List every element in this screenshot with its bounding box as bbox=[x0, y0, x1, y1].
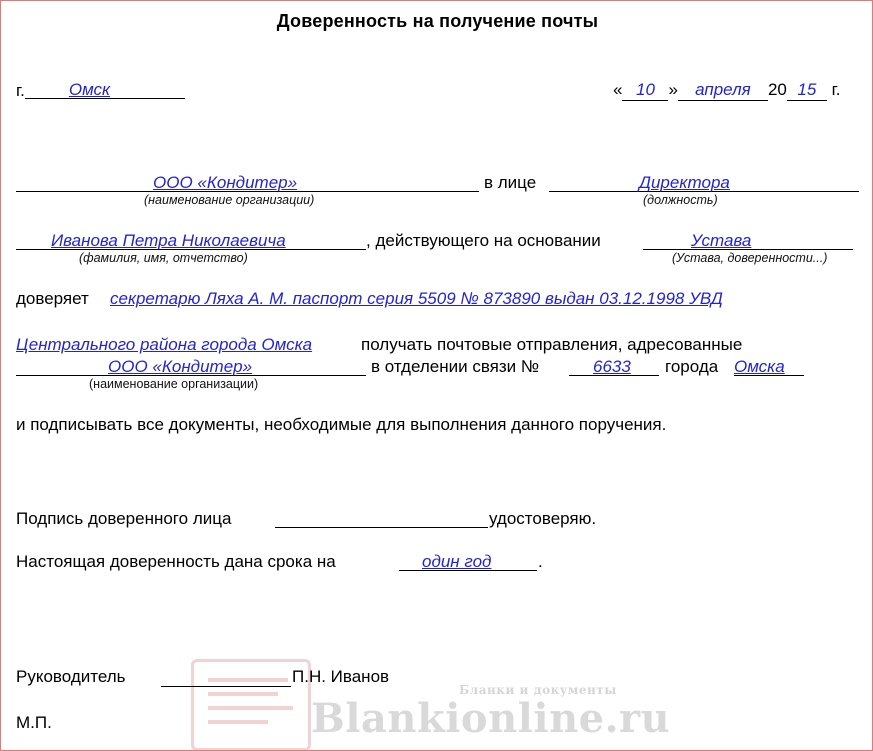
certify-label: удостоверяю. bbox=[489, 509, 597, 528]
city-value: Омск bbox=[68, 80, 111, 99]
basis-value: Устава bbox=[691, 231, 752, 250]
office-city: Омска bbox=[734, 357, 785, 376]
director-name: П.Н. Иванов bbox=[292, 667, 390, 686]
watermark-big-text: Blankionline.ru bbox=[311, 695, 671, 742]
city-line bbox=[16, 80, 185, 101]
validity-end: . bbox=[538, 552, 543, 571]
recipient-org-value: ООО «Кондитер» bbox=[108, 357, 253, 376]
receive-text: получать почтовые отправления, адресованные bbox=[361, 335, 743, 354]
trustee-line-2: Центрального района города Омска bbox=[16, 335, 313, 354]
director-signature-field bbox=[161, 686, 291, 687]
date-year-unit: г. bbox=[831, 80, 841, 99]
date-close-quote: » bbox=[668, 80, 678, 99]
date-open-quote: « bbox=[613, 80, 623, 99]
director-label: Руководитель bbox=[16, 667, 126, 686]
watermark-small-text: Бланки и документы bbox=[459, 683, 617, 697]
organization-value: ООО «Кондитер» bbox=[153, 173, 298, 192]
signature-label: Подпись доверенного лица bbox=[16, 509, 232, 528]
recipient-org-caption: (наименование организации) bbox=[89, 377, 259, 391]
document-title: Доверенность на получение почты bbox=[276, 11, 599, 31]
date-year-field bbox=[787, 80, 827, 101]
office-label: в отделении связи № bbox=[371, 357, 540, 376]
in-person-label: в лице bbox=[484, 173, 537, 192]
date-line bbox=[613, 80, 840, 101]
validity-period: один год bbox=[422, 552, 492, 571]
city-text: города bbox=[665, 357, 719, 376]
date-day: 10 bbox=[636, 80, 655, 99]
acting-label: , действующего на основании bbox=[366, 231, 601, 250]
position-value: Директора bbox=[639, 173, 730, 192]
trusts-label: доверяет bbox=[16, 289, 89, 308]
stamp-label: М.П. bbox=[16, 713, 52, 732]
sign-documents-text: и подписывать все документы, необходимые для выполнения данного поручения. bbox=[16, 415, 667, 434]
date-year-prefix: 20 bbox=[767, 80, 787, 99]
org-caption: (наименование организации) bbox=[144, 193, 315, 207]
date-month-field bbox=[678, 80, 768, 101]
date-month: апреля bbox=[695, 80, 751, 99]
city-prefix: г. bbox=[16, 81, 25, 100]
date-day-field bbox=[622, 80, 668, 101]
name-value: Иванова Петра Николаевича bbox=[51, 231, 286, 250]
watermark bbox=[191, 659, 671, 751]
office-number: 6633 bbox=[593, 357, 631, 376]
validity-label: Настоящая доверенность дана срока на bbox=[16, 552, 336, 571]
position-caption: (должность) bbox=[643, 193, 718, 207]
basis-caption: (Устава, доверенности...) bbox=[672, 251, 828, 265]
city-field bbox=[25, 80, 185, 99]
name-caption: (фамилия, имя, отчетство) bbox=[79, 251, 248, 265]
date-year-suffix: 15 bbox=[797, 80, 817, 99]
trustee-line-1: секретарю Ляха А. М. паспорт серия 5509 № 873890 выдан 03.12.1998 УВД bbox=[110, 289, 723, 308]
signature-field bbox=[275, 527, 488, 528]
